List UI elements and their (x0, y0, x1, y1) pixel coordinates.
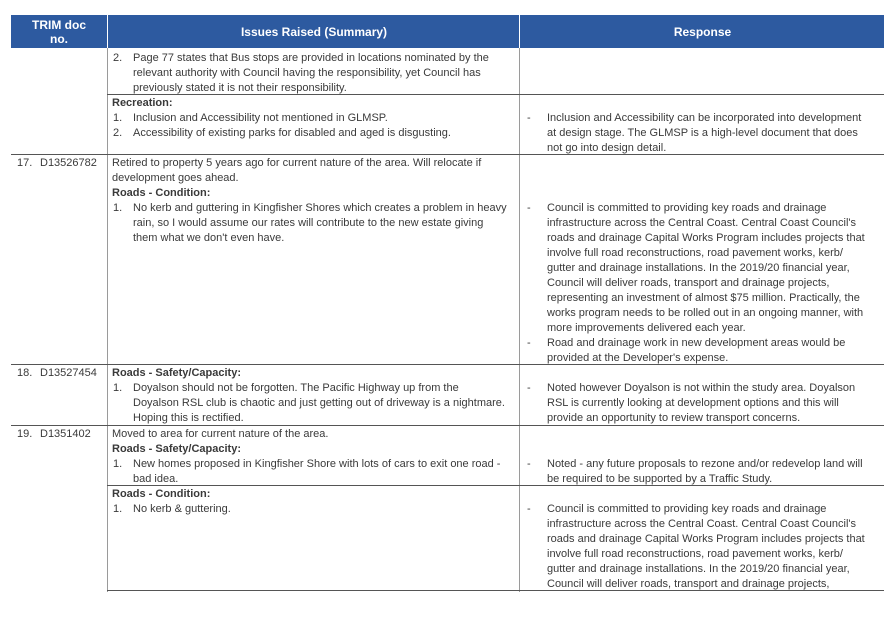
response-line: gutter and drainage installations. In the 2019/20 financial year, (547, 262, 850, 274)
response-line: Inclusion and Accessibility can be incorporated into development (547, 112, 862, 124)
response-line: roads and drainage Capital Works Program includes projects that (547, 232, 865, 244)
response-line: be required to be supported by a Traffic Study. (547, 473, 773, 485)
response-line: infrastructure across the Central Coast. Central Coast Council's (547, 217, 857, 229)
section-heading-roads-condition: Roads - Condition: (112, 488, 211, 500)
response-bullet: - (527, 337, 531, 349)
issue-line: Accessibility of existing parks for disabled and aged is disgusting. (133, 127, 451, 139)
response-line: provided at the Developer's expense. (547, 352, 729, 364)
section-heading-roads-safety: Roads - Safety/Capacity: (112, 367, 241, 379)
response-line: not go into design detail. (547, 142, 667, 154)
col-divider-1 (107, 48, 108, 592)
issue-line: Page 77 states that Bus stops are provided in locations nominated by the (133, 52, 489, 64)
response-line: provide an opportunity to review transport concerns. (547, 412, 801, 424)
response-line: involve full road reconstructions, road pavement works, kerb/ (547, 548, 843, 560)
row-separator (11, 154, 884, 155)
response-line: Council is committed to providing key roads and drainage (547, 202, 827, 214)
issue-line: bad idea. (133, 473, 179, 485)
header-issues: Issues Raised (Summary) (107, 15, 520, 48)
trim-doc-number: D13527454 (40, 367, 97, 379)
issue-line: them what we don't even have. (133, 232, 285, 244)
issue-line: No kerb and guttering in Kingfisher Shores which creates a problem in heavy (133, 202, 507, 214)
response-bullet: - (527, 382, 531, 394)
section-heading-roads-safety: Roads - Safety/Capacity: (112, 443, 241, 455)
issue-line: Doyalson RSL club is chaotic and just getting out of driveway is a nightmare. (133, 397, 505, 409)
header-response: Response (519, 15, 885, 48)
col-divider-2 (519, 48, 520, 592)
list-number: 1. (113, 503, 123, 515)
header-trim-line1: TRIM doc (32, 17, 86, 32)
response-line: Noted - any future proposals to rezone and/or redevelop land will (547, 458, 863, 470)
issue-line: relevant authority with Council having the responsibility, yet Council has (133, 67, 481, 79)
response-line: infrastructure across the Central Coast. Central Coast Council's (547, 518, 857, 530)
list-number: 2. (113, 127, 123, 139)
response-line: works program needs to be rolled out in an ongoing manner, with (547, 307, 864, 319)
list-number: 1. (113, 112, 123, 124)
response-bullet: - (527, 458, 531, 470)
list-number: 2. (113, 52, 123, 64)
list-number: 1. (113, 382, 123, 394)
response-bullet: - (527, 112, 531, 124)
issue-line: Hoping this is rectified. (133, 412, 244, 424)
issue-line: rain, so I would assume our rates will contribute to the new estate giving (133, 217, 484, 229)
issue-line: development goes ahead. (112, 172, 239, 184)
issue-line: Moved to area for current nature of the area. (112, 428, 329, 440)
table-header (11, 15, 884, 48)
response-line: involve full road reconstructions, road pavement works, kerb/ (547, 247, 843, 259)
row-separator (11, 364, 884, 365)
row-number: 19. (17, 428, 33, 440)
list-number: 1. (113, 458, 123, 470)
response-line: Council is committed to providing key roads and drainage (547, 503, 827, 515)
issue-line: Retired to property 5 years ago for current nature of the area. Will relocate if (112, 157, 482, 169)
trim-doc-number: D13526782 (40, 157, 97, 169)
section-heading-roads-condition: Roads - Condition: (112, 187, 211, 199)
header-trim-line2: no. (50, 31, 68, 46)
response-line: more improvements delivered each year. (547, 322, 746, 334)
response-line: Council will deliver roads, transport and drainage projects, (547, 277, 830, 289)
trim-doc-number: D1351402 (40, 428, 91, 440)
response-line: Noted however Doyalson is not within the study area. Doyalson (547, 382, 856, 394)
response-line: gutter and drainage installations. In the 2019/20 financial year, (547, 563, 850, 575)
issue-line: Doyalson should not be forgotten. The Pacific Highway up from the (133, 382, 459, 394)
row-number: 18. (17, 367, 33, 379)
response-bullet: - (527, 503, 531, 515)
header-trim-doc (11, 15, 107, 48)
response-line: roads and drainage Capital Works Program includes projects that (547, 533, 865, 545)
section-heading-recreation: Recreation: (112, 97, 173, 109)
response-line: representing an investment of almost $75 million. Practically, the (547, 292, 860, 304)
response-line: Road and drainage work in new development areas would be (547, 337, 846, 349)
list-number: 1. (113, 202, 123, 214)
issue-line: New homes proposed in Kingfisher Shore with lots of cars to exit one road - (133, 458, 501, 470)
issue-line: Inclusion and Accessibility not mentioned in GLMSP. (133, 112, 388, 124)
row-number: 17. (17, 157, 33, 169)
response-bullet: - (527, 202, 531, 214)
response-line: at design stage. The GLMSP is a high-level document that does (547, 127, 858, 139)
issue-line: previously stated it is not their responsibility. (133, 82, 347, 94)
response-line: Council will deliver roads, transport and drainage projects, (547, 578, 830, 590)
issue-line: No kerb & guttering. (133, 503, 231, 515)
response-line: RSL is currently looking at development options and this will (547, 397, 839, 409)
